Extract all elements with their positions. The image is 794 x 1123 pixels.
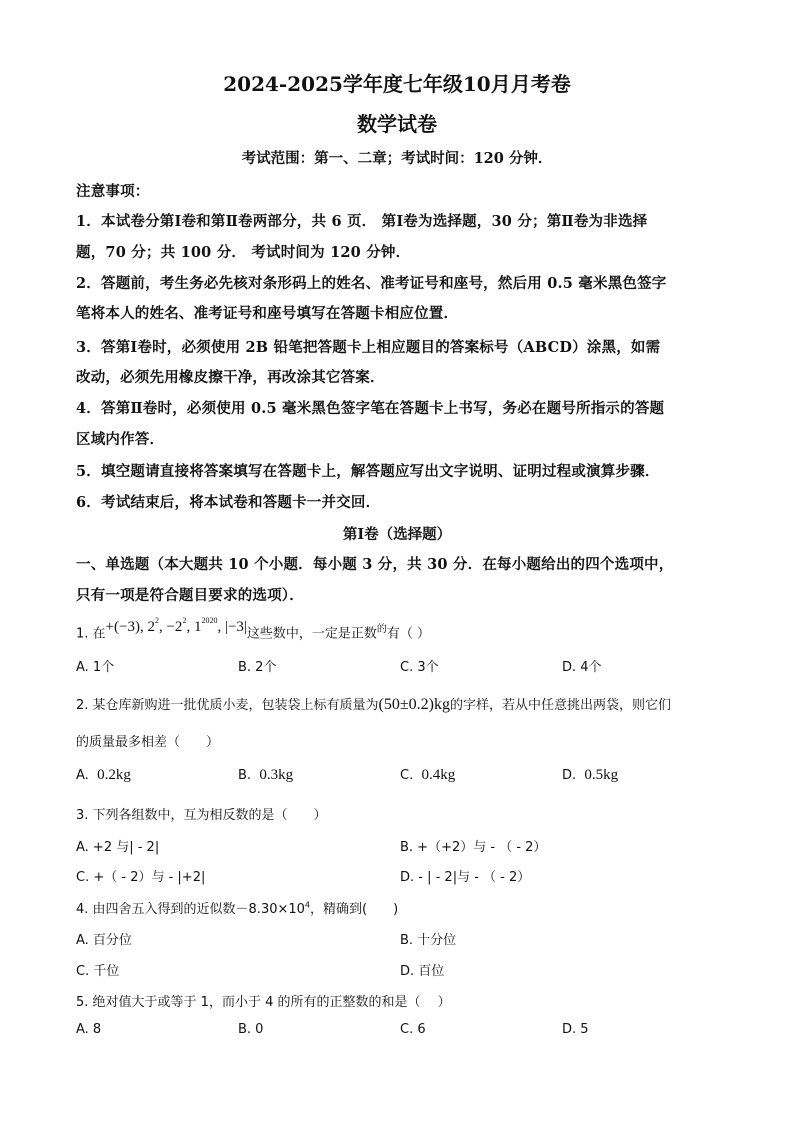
q2-prefix: 2. 某仓库新购进一批优质小麦，包装袋上标有质量为 [76,698,379,713]
q3-option-a[interactable]: A. +2 与| - 2| [76,840,160,855]
q1-suffix: 有（ ） [386,626,431,642]
notice-line: 1．本试卷分第Ⅰ卷和第Ⅱ卷两部分，共 6 页． 第Ⅰ卷为选择题，30 分；第Ⅱ卷为非选择 [76,213,648,230]
q1-de: 的 [376,624,387,635]
question-2 [76,694,671,714]
question-2-line2: 的质量最多相差（ ） [76,735,220,750]
notice-line: 题，70 分；共 100 分． 考试时间为 120 分钟． [76,244,411,261]
section-title: 第Ⅰ卷（选择题） [342,526,452,543]
q2-option-b[interactable]: B. 0.3kg [238,767,294,783]
q4-option-d[interactable]: D. 百位 [400,964,445,979]
q1-mid: 这些数中，一定是正数 [246,626,377,642]
question-5: 5. 绝对值大于或等于 1，而小于 4 的所有的正整数的和是（ ） [76,995,451,1010]
q5-option-b[interactable]: B. 0 [238,1022,264,1037]
q5-option-c[interactable]: C. 6 [400,1022,426,1037]
q2-math: (50±0.2)kg [378,696,450,713]
exam-title: 2024-2025学年度七年级10月月考卷 [223,72,571,96]
notice-line: 4．答第Ⅱ卷时，必须使用 0.5 毫米黑色签字笔在答题卡上书写，务必在题号所指示的答题 [76,400,665,417]
notice-line: 改动，必须先用橡皮擦干净，再改涂其它答案． [76,369,385,386]
question-3: 3. 下列各组数中，互为相反数的是（ ） [76,808,327,823]
notice-line: 6．考试结束后，将本试卷和答题卡一并交回． [76,494,381,511]
question-1 [76,616,431,642]
q4-option-c[interactable]: C. 千位 [76,964,120,979]
q3-option-c[interactable]: C. +（ - 2）与 - |+2| [76,870,206,885]
q4-option-b[interactable]: B. 十分位 [400,933,457,948]
q2-option-d[interactable]: D. 0.5kg [562,767,619,783]
q1-option-d[interactable]: D. 4个 [562,660,602,675]
exam-subtitle: 数学试卷 [357,112,437,136]
exam-scope: 考试范围：第一、二章；考试时间：120 分钟． [241,150,553,167]
q5-option-d[interactable]: D. 5 [562,1022,589,1037]
q1-option-a[interactable]: A. 1个 [76,660,115,675]
q3-option-b[interactable]: B. +（+2）与 - （ - 2） [400,840,547,855]
q4-option-a[interactable]: A. 百分位 [76,933,132,948]
section-intro: 只有一项是符合题目要求的选项）． [76,587,304,604]
q3-option-d[interactable]: D. - | - 2|与 - （ - 2） [400,870,531,885]
notice-line: 3．答第Ⅰ卷时，必须使用 2B 铅笔把答题卡上相应题目的答案标号（ABCD）涂黑，如需 [76,339,661,356]
q5-option-a[interactable]: A. 8 [76,1022,102,1037]
q1-math: +(−3), $2^2$, $-2^2$, $1^{2020}$, |−3| [105,616,247,636]
q1-option-b[interactable]: B. 2个 [238,660,277,675]
notice-line: 区域内作答． [76,431,165,448]
section-intro: 一、单选题（本大题共 10 个小题．每小题 3 分，共 30 分．在每小题给出的四个选项中， [76,556,674,573]
q2-option-a[interactable]: A. 0.2kg [76,767,131,783]
notice-line: 5．填空题请直接将答案填写在答题卡上，解答题应写出文字说明、证明过程或演算步骤． [76,463,660,480]
notice-line: 笔将本人的姓名、准考证号和座号填写在答题卡相应位置． [76,305,459,322]
notice-line: 2．答题前，考生务必先核对条形码上的姓名、准考证号和座号，然后用 0.5 毫米黑色签字 [76,275,667,292]
q2-option-c[interactable]: C. 0.4kg [400,767,456,783]
notice-heading: 注意事项： [76,183,150,200]
q1-option-c[interactable]: C. 3个 [400,660,439,675]
q1-prefix: 1. 在 [76,626,106,642]
q2-suffix: 的字样，若从中任意挑出两袋，则它们 [449,698,671,713]
question-4: 4. 由四舍五入得到的近似数$-8.30\times 10^4$，精确到( ) [76,900,399,917]
